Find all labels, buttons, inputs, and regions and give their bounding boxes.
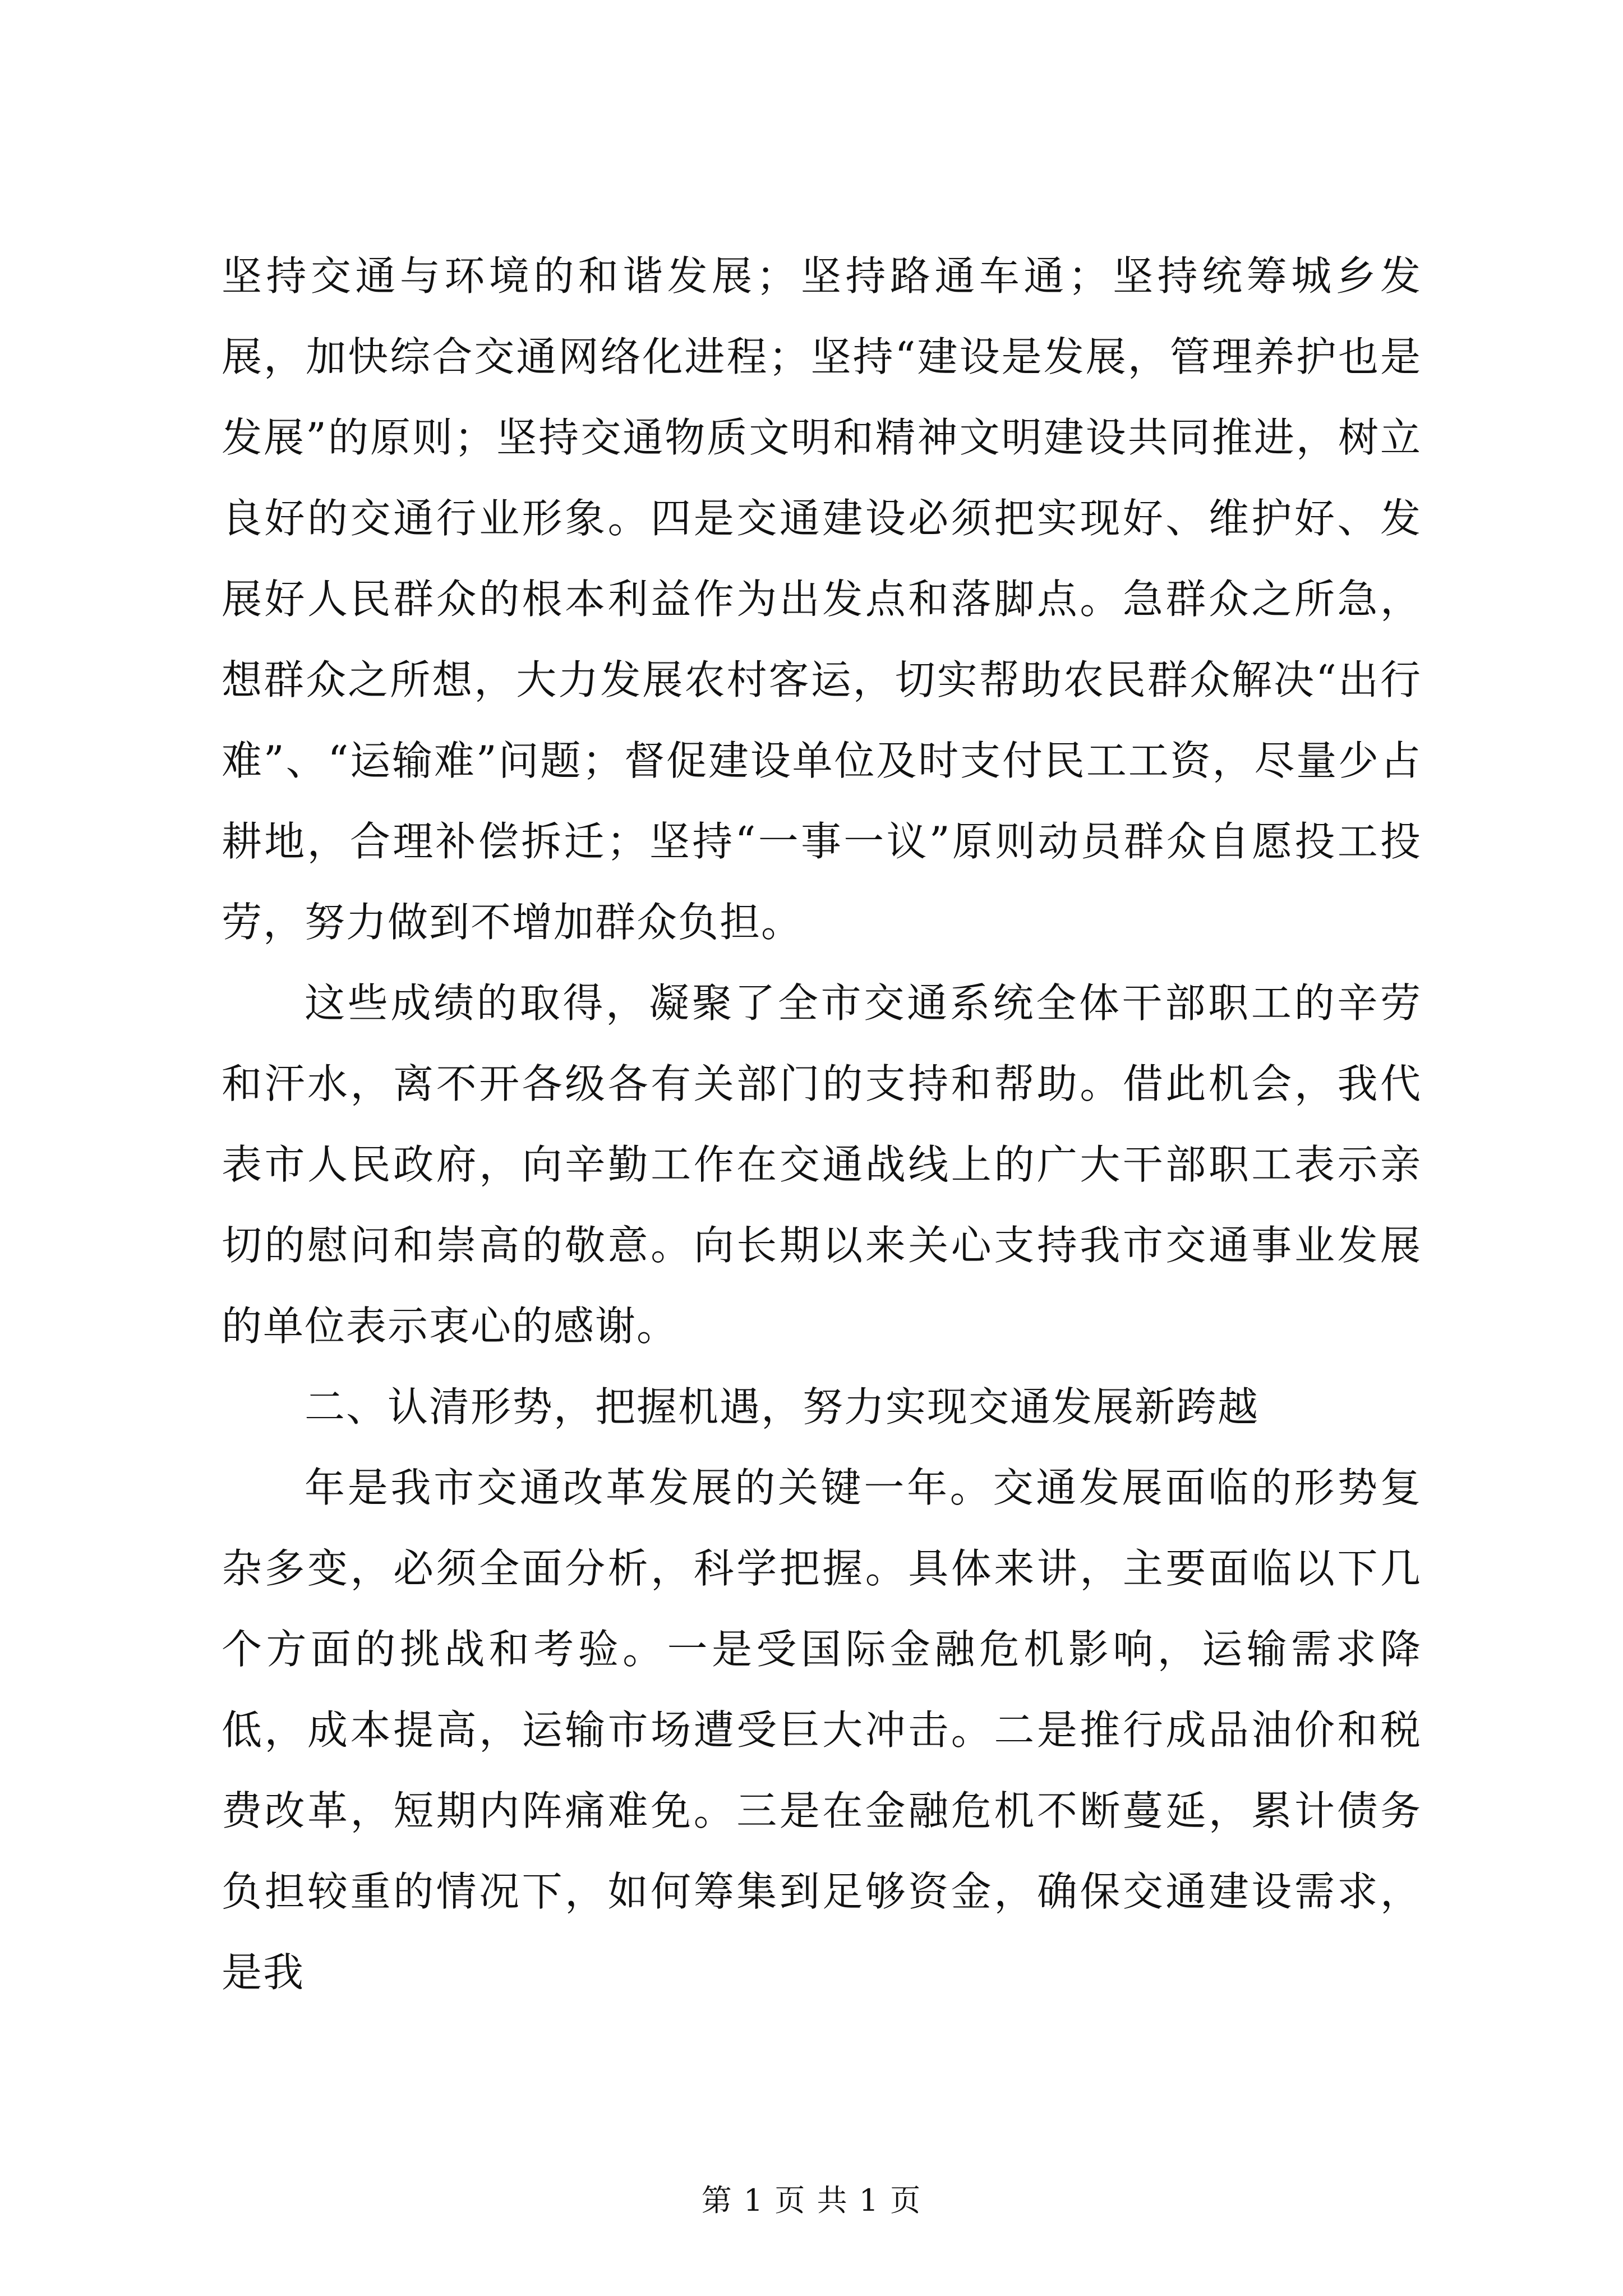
paragraph-situation: 年是我市交通改革发展的关键一年。交通发展面临的形势复杂多变，必须全面分析，科学把握。具体来讲，主要面临以下几个方面的挑战和考验。一是受国际金融危机影响，运输需求降低，成本提高，运输市场遭受巨大冲击。二是推行成品油价和税费改革，短期内阵痛难免。三是在金融危机不断蔓延，累计债务负担较重的情况下，如何筹集到足够资金，确保交通建设需求，是我: [222, 1464, 1422, 1996]
paragraph-achievements: 这些成绩的取得，凝聚了全市交通系统全体干部职工的辛劳和汗水，离不开各级各有关部门的支持和帮助。借此机会，我代表市人民政府，向辛勤工作在交通战线上的广大干部职工表示亲切的慰问和崇高的敬意。向长期以来关心支持我市交通事业发展的单位表示衷心的感谢。: [222, 979, 1422, 1350]
section-heading: 二、认清形势，把握机遇，努力实现交通发展新跨越: [305, 1383, 1260, 1430]
document-body: [222, 236, 1422, 2013]
page-footer: 第 1 页 共 1 页: [701, 2183, 922, 2218]
paragraph-continued: 坚持交通与环境的和谐发展；坚持路通车通；坚持统筹城乡发展，加快综合交通网络化进程；坚持“建设是发展，管理养护也是发展”的原则；坚持交通物质文明和精神文明建设共同推进，树立良好的交通行业形象。四是交通建设必须把实现好、维护好、发展好人民群众的根本利益作为出发点和落脚点。急群众之所急，想群众之所想，大力发展农村客运，切实帮助农民群众解决“出行难”、“运输难”问题；督促建设单位及时支付民工工资，尽量少占耕地，合理补偿拆迁；坚持“一事一议”原则动员群众自愿投工投劳，努力做到不增加群众负担。: [222, 252, 1422, 946]
